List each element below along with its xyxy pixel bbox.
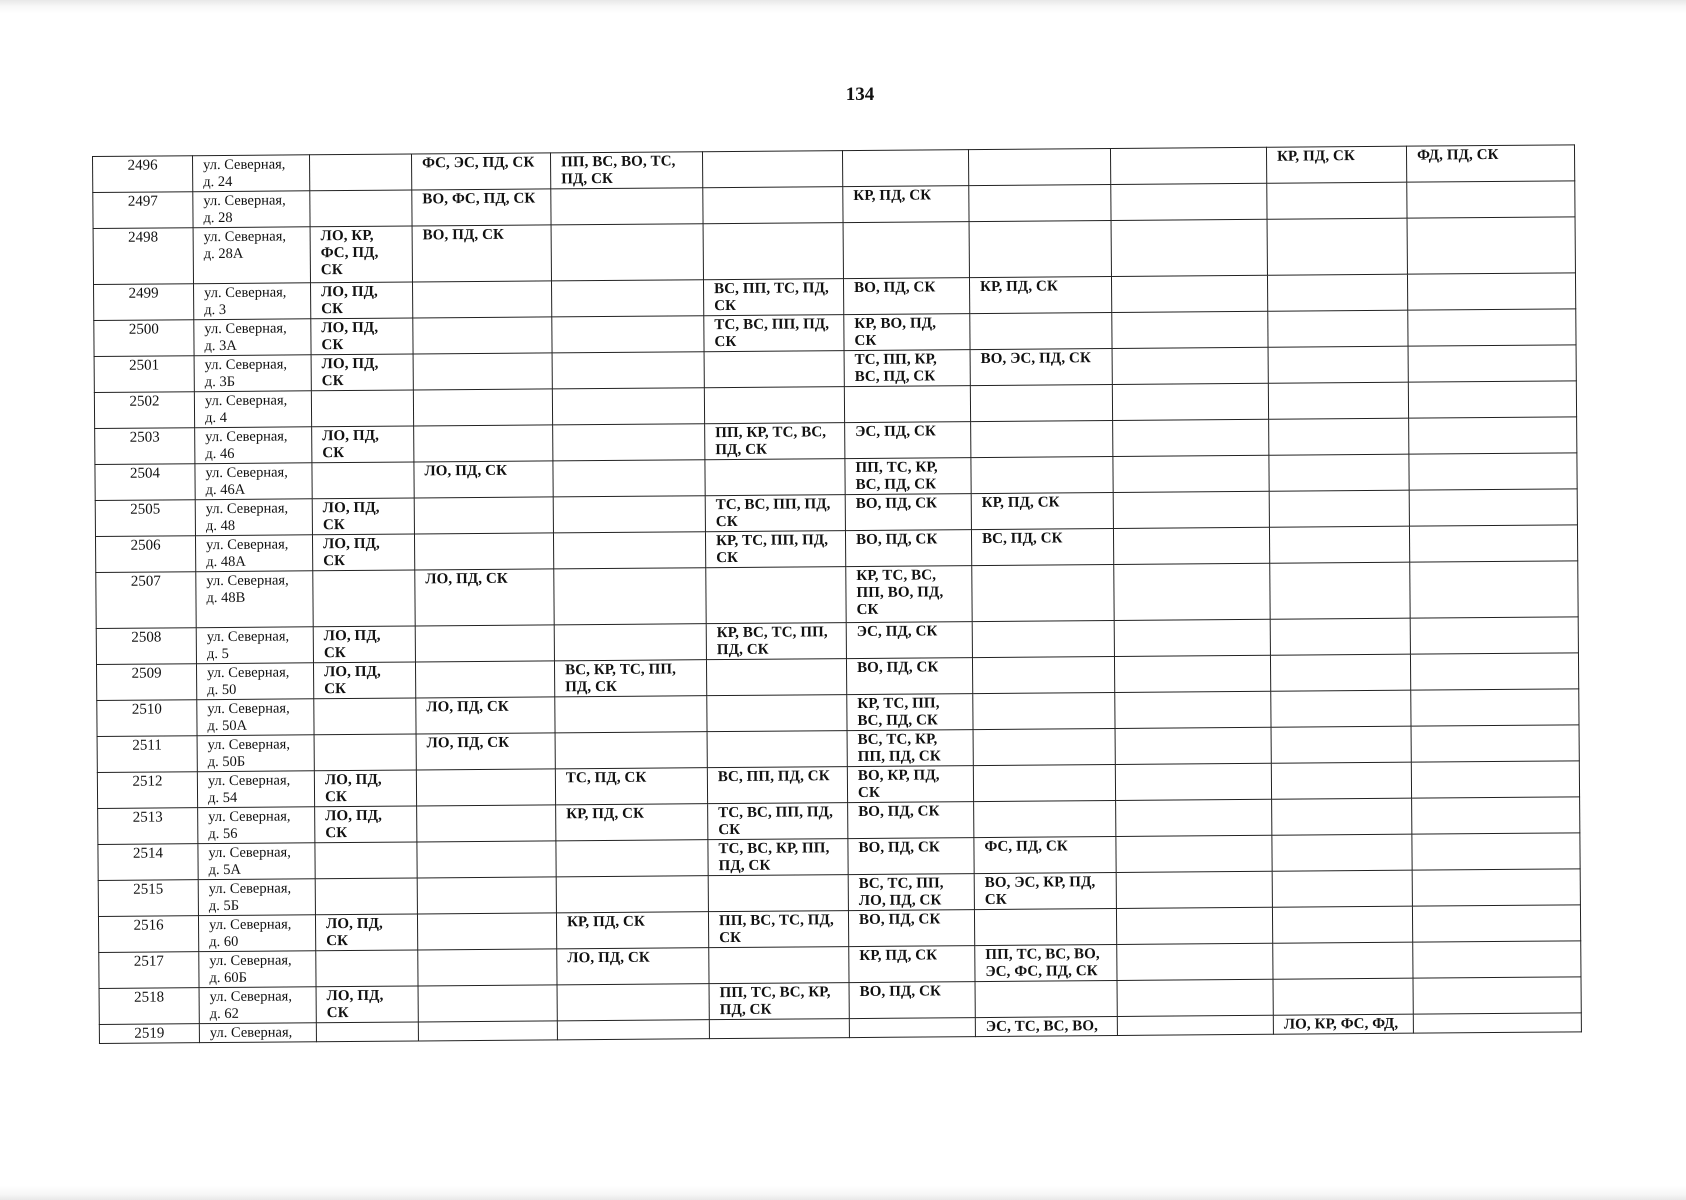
address-cell: ул. Северная, д. 60Б xyxy=(199,951,316,988)
code-cell-col-6 xyxy=(973,728,1115,765)
code-cell-col-9 xyxy=(1407,273,1575,310)
code-cell-col-3 xyxy=(551,280,703,317)
code-cell-col-6 xyxy=(971,420,1113,457)
code-cell-col-5: КР, ПД, СК xyxy=(843,186,969,223)
code-cell-col-5: ВО, КР, ПД, СК xyxy=(847,766,973,803)
code-cell-col-3: ТС, ПД, СК xyxy=(555,768,707,805)
code-cell-col-1: ЛО, КР, ФС, ПД, СК xyxy=(310,226,412,283)
code-cell-col-9 xyxy=(1411,761,1579,798)
code-cell-col-9 xyxy=(1413,977,1581,1014)
code-cell-col-3: ЛО, ПД, СК xyxy=(557,948,709,985)
code-cell-col-1: ЛО, ПД, СК xyxy=(312,426,414,463)
code-cell-col-6 xyxy=(973,764,1115,801)
code-cell-col-4: КР, ВС, ТС, ПП, ПД, СК xyxy=(706,623,846,660)
row-number-cell: 2504 xyxy=(95,464,195,501)
code-cell-col-9 xyxy=(1411,689,1579,726)
code-cell-col-9 xyxy=(1412,833,1580,870)
row-number-cell: 2511 xyxy=(97,736,197,773)
code-cell-col-6 xyxy=(969,184,1111,221)
code-cell-col-3: ПП, ВС, ВО, ТС, ПД, СК xyxy=(550,152,702,189)
code-cell-col-4: КР, ТС, ПП, ПД, СК xyxy=(705,531,845,568)
code-cell-col-3 xyxy=(557,984,709,1021)
code-cell-col-5: ВО, ПД, СК xyxy=(848,838,974,875)
code-cell-col-4 xyxy=(705,459,845,496)
row-number-cell: 2517 xyxy=(99,952,199,989)
code-cell-col-7 xyxy=(1115,691,1271,728)
code-cell-col-5 xyxy=(844,386,970,423)
address-cell: ул. Северная, д. 28 xyxy=(193,191,310,228)
code-cell-col-1 xyxy=(316,950,418,987)
table-body xyxy=(93,145,1582,1044)
code-cell-col-3 xyxy=(555,732,707,769)
row-number-cell: 2507 xyxy=(96,572,196,629)
code-cell-col-5: ВО, ПД, СК xyxy=(848,910,974,947)
code-cell-col-9 xyxy=(1409,489,1577,526)
code-cell-col-6: ФС, ПД, СК xyxy=(974,836,1116,873)
address-cell: ул. Северная, д. 5 xyxy=(196,627,313,664)
code-cell-col-9 xyxy=(1412,869,1580,906)
row-number-cell: 2518 xyxy=(99,988,199,1025)
code-cell-col-8 xyxy=(1273,978,1413,1015)
row-number-cell: 2499 xyxy=(94,284,194,321)
code-cell-col-7 xyxy=(1112,383,1268,420)
address-cell: ул. Северная, д. 50Б xyxy=(197,735,314,772)
code-cell-col-9 xyxy=(1410,617,1578,654)
code-cell-col-3 xyxy=(553,460,705,497)
code-cell-col-8 xyxy=(1269,454,1409,491)
code-cell-col-3 xyxy=(551,224,703,281)
code-cell-col-6 xyxy=(972,564,1114,621)
code-cell-col-2 xyxy=(416,769,555,806)
code-cell-col-6: ВС, ПД, СК xyxy=(971,528,1113,565)
code-cell-col-6 xyxy=(974,800,1116,837)
code-cell-col-4: ПП, ВС, ТС, ПД, СК xyxy=(708,911,848,948)
code-cell-col-5: ТС, ПП, КР, ВС, ПД, СК xyxy=(844,350,970,387)
code-cell-col-4: ВС, ПП, ПД, СК xyxy=(707,767,847,804)
address-cell: ул. Северная, д. 62 xyxy=(199,987,316,1024)
row-number-cell: 2501 xyxy=(94,356,194,393)
code-cell-col-7 xyxy=(1111,275,1267,312)
code-cell-col-5: КР, ПД, СК xyxy=(849,946,975,983)
code-cell-col-3: КР, ПД, СК xyxy=(556,804,708,841)
code-cell-col-8 xyxy=(1269,526,1409,563)
code-cell-col-2: ВО, ПД, СК xyxy=(412,225,551,282)
code-cell-col-2 xyxy=(418,985,557,1022)
row-number-cell: 2509 xyxy=(96,664,196,701)
code-cell-col-4 xyxy=(703,223,843,280)
code-cell-col-8 xyxy=(1267,218,1407,275)
code-cell-col-1 xyxy=(309,154,411,191)
code-cell-col-2 xyxy=(414,497,553,534)
code-cell-col-9 xyxy=(1408,381,1576,418)
code-cell-col-1 xyxy=(314,698,416,735)
code-cell-col-9 xyxy=(1413,1013,1581,1033)
code-cell-col-1 xyxy=(316,1022,418,1042)
code-cell-col-2: ЛО, ПД, СК xyxy=(414,461,553,498)
code-cell-col-5: ВО, ПД, СК xyxy=(848,802,974,839)
code-cell-col-7 xyxy=(1111,183,1267,220)
code-cell-col-4: ТС, ВС, ПП, ПД, СК xyxy=(704,315,844,352)
code-cell-col-1 xyxy=(315,878,417,915)
code-cell-col-9 xyxy=(1411,725,1579,762)
code-cell-col-5: КР, ТС, ПП, ВС, ПД, СК xyxy=(847,694,973,731)
code-cell-col-7 xyxy=(1112,347,1268,384)
code-cell-col-7 xyxy=(1110,147,1266,184)
code-cell-col-8 xyxy=(1272,798,1412,835)
address-cell: ул. Северная, д. 28А xyxy=(193,227,310,284)
code-cell-col-7 xyxy=(1113,455,1269,492)
code-cell-col-5: ВО, ПД, СК xyxy=(845,494,971,531)
address-cell: ул. Северная, д. 46 xyxy=(195,427,312,464)
code-cell-col-3 xyxy=(553,532,705,569)
address-cell: ул. Северная, д. 3А xyxy=(194,319,311,356)
code-cell-col-3 xyxy=(556,876,708,913)
code-cell-col-3 xyxy=(552,316,704,353)
row-number-cell: 2515 xyxy=(98,880,198,917)
code-cell-col-6: ВО, ЭС, ПД, СК xyxy=(970,348,1112,385)
address-cell: ул. Северная, д. 5Б xyxy=(198,879,315,916)
code-cell-col-3 xyxy=(555,696,707,733)
code-cell-col-9 xyxy=(1409,453,1577,490)
code-cell-col-4: ТС, ВС, КР, ПП, ПД, СК xyxy=(708,839,848,876)
code-cell-col-3 xyxy=(557,1020,709,1040)
code-cell-col-2: ЛО, ПД, СК xyxy=(416,697,555,734)
code-cell-col-7 xyxy=(1114,563,1270,620)
code-cell-col-6 xyxy=(971,456,1113,493)
code-cell-col-4 xyxy=(707,731,847,768)
code-cell-col-1: ЛО, ПД, СК xyxy=(311,354,413,391)
code-cell-col-4 xyxy=(709,1019,849,1039)
code-cell-col-7 xyxy=(1116,871,1272,908)
code-cell-col-7 xyxy=(1117,943,1273,980)
code-cell-col-1 xyxy=(313,570,415,627)
code-cell-col-8 xyxy=(1270,618,1410,655)
code-cell-col-3 xyxy=(552,388,704,425)
scan-edge-bottom xyxy=(0,1186,1686,1200)
table-container xyxy=(92,144,1581,1081)
code-cell-col-6 xyxy=(970,384,1112,421)
code-cell-col-5 xyxy=(842,150,968,187)
code-cell-col-2 xyxy=(418,1021,557,1041)
code-cell-col-6: ВО, ЭС, КР, ПД, СК xyxy=(974,872,1116,909)
code-cell-col-2 xyxy=(415,661,554,698)
code-cell-col-4 xyxy=(709,947,849,984)
code-cell-col-6: КР, ПД, СК xyxy=(969,276,1111,313)
code-cell-col-2 xyxy=(413,353,552,390)
code-cell-col-8 xyxy=(1269,418,1409,455)
page-number: 134 xyxy=(845,84,875,105)
address-cell: ул. Северная, xyxy=(199,1023,316,1043)
code-cell-col-5: ВС, ТС, ПП, ЛО, ПД, СК xyxy=(848,874,974,911)
code-cell-col-4 xyxy=(703,187,843,224)
row-number-cell: 2500 xyxy=(94,320,194,357)
code-cell-col-2 xyxy=(413,317,552,354)
code-cell-col-9 xyxy=(1412,797,1580,834)
code-cell-col-2 xyxy=(417,877,556,914)
address-cell: ул. Северная, д. 4 xyxy=(194,391,311,428)
code-cell-col-1: ЛО, ПД, СК xyxy=(313,662,415,699)
code-cell-col-5: КР, ВО, ПД, СК xyxy=(844,314,970,351)
code-cell-col-6 xyxy=(972,620,1114,657)
code-cell-col-8 xyxy=(1267,182,1407,219)
code-cell-col-6 xyxy=(975,980,1117,1017)
code-cell-col-9: ФД, ПД, СК xyxy=(1406,145,1574,182)
code-cell-col-1 xyxy=(315,842,417,879)
code-cell-col-4 xyxy=(708,875,848,912)
code-cell-col-2 xyxy=(412,281,551,318)
code-cell-col-8 xyxy=(1271,726,1411,763)
code-cell-col-8 xyxy=(1273,942,1413,979)
code-cell-col-2: ЛО, ПД, СК xyxy=(416,733,555,770)
code-cell-col-5: ЭС, ПД, СК xyxy=(846,622,972,659)
code-cell-col-7 xyxy=(1116,835,1272,872)
code-cell-col-3 xyxy=(553,424,705,461)
code-cell-col-7 xyxy=(1116,799,1272,836)
row-number-cell: 2496 xyxy=(93,156,193,193)
code-cell-col-5: ВО, ПД, СК xyxy=(846,658,972,695)
code-cell-col-1: ЛО, ПД, СК xyxy=(312,498,414,535)
code-cell-col-7 xyxy=(1114,619,1270,656)
code-cell-col-8: ЛО, КР, ФС, ФД, xyxy=(1273,1014,1413,1034)
code-cell-col-9 xyxy=(1407,181,1575,218)
code-cell-col-2 xyxy=(418,949,557,986)
row-number-cell: 2516 xyxy=(98,916,198,953)
scan-edge-top xyxy=(0,0,1686,14)
code-cell-col-2 xyxy=(414,425,553,462)
code-cell-col-6 xyxy=(970,312,1112,349)
code-cell-col-4: ТС, ВС, ПП, ПД, СК xyxy=(705,495,845,532)
address-cell: ул. Северная, д. 46А xyxy=(195,463,312,500)
code-cell-col-8 xyxy=(1268,382,1408,419)
code-cell-col-1 xyxy=(310,190,412,227)
code-cell-col-4 xyxy=(706,659,846,696)
code-cell-col-2 xyxy=(417,913,556,950)
code-cell-col-3 xyxy=(553,496,705,533)
code-cell-col-1: ЛО, ПД, СК xyxy=(312,534,414,571)
code-cell-col-1: ЛО, ПД, СК xyxy=(315,806,417,843)
address-cell: ул. Северная, д. 54 xyxy=(197,771,314,808)
code-cell-col-2 xyxy=(414,533,553,570)
code-cell-col-2 xyxy=(413,389,552,426)
code-cell-col-7 xyxy=(1113,491,1269,528)
row-number-cell: 2503 xyxy=(95,428,195,465)
code-cell-col-6 xyxy=(968,149,1110,186)
code-cell-col-4 xyxy=(706,567,846,624)
address-cell: ул. Северная, д. 48 xyxy=(195,499,312,536)
data-table xyxy=(92,144,1582,1044)
address-cell: ул. Северная, д. 56 xyxy=(198,807,315,844)
code-cell-col-2: ВО, ФС, ПД, СК xyxy=(412,189,551,226)
code-cell-col-2 xyxy=(417,841,556,878)
code-cell-col-7 xyxy=(1117,979,1273,1016)
code-cell-col-6: ЭС, ТС, ВС, ВО, xyxy=(975,1016,1117,1036)
address-cell: ул. Северная, д. 3 xyxy=(194,283,311,320)
address-cell: ул. Северная, д. 50 xyxy=(196,663,313,700)
code-cell-col-5 xyxy=(843,222,969,279)
code-cell-col-8 xyxy=(1272,906,1412,943)
code-cell-col-7 xyxy=(1114,655,1270,692)
code-cell-col-5: ВО, ПД, СК xyxy=(843,278,969,315)
code-cell-col-5: КР, ТС, ВС, ПП, ВО, ПД, СК xyxy=(846,566,972,623)
code-cell-col-6 xyxy=(972,656,1114,693)
code-cell-col-5: ВС, ТС, КР, ПП, ПД, СК xyxy=(847,730,973,767)
code-cell-col-5: ВО, ПД, СК xyxy=(845,530,971,567)
code-cell-col-4: ПП, КР, ТС, ВС, ПД, СК xyxy=(705,423,845,460)
code-cell-col-8 xyxy=(1271,762,1411,799)
code-cell-col-4: ТС, ВС, ПП, ПД, СК xyxy=(708,803,848,840)
code-cell-col-1 xyxy=(311,390,413,427)
address-cell: ул. Северная, д. 48А xyxy=(195,535,312,572)
code-cell-col-1: ЛО, ПД, СК xyxy=(313,626,415,663)
code-cell-col-3 xyxy=(554,624,706,661)
code-cell-col-6 xyxy=(969,220,1111,277)
code-cell-col-4 xyxy=(702,151,842,188)
code-cell-col-7 xyxy=(1116,907,1272,944)
code-cell-col-6 xyxy=(974,908,1116,945)
code-cell-col-9 xyxy=(1413,941,1581,978)
code-cell-col-4: ВС, ПП, ТС, ПД, СК xyxy=(703,279,843,316)
code-cell-col-1 xyxy=(314,734,416,771)
code-cell-col-3 xyxy=(556,840,708,877)
code-cell-col-5: ВО, ПД, СК xyxy=(849,982,975,1019)
code-cell-col-7 xyxy=(1115,763,1271,800)
code-cell-col-4 xyxy=(707,695,847,732)
code-cell-col-4 xyxy=(704,351,844,388)
code-cell-col-3 xyxy=(552,352,704,389)
code-cell-col-9 xyxy=(1412,905,1580,942)
code-cell-col-5: ПП, ТС, КР, ВС, ПД, СК xyxy=(845,458,971,495)
code-cell-col-7 xyxy=(1113,527,1269,564)
code-cell-col-8 xyxy=(1272,834,1412,871)
code-cell-col-5 xyxy=(849,1018,975,1038)
row-number-cell: 2519 xyxy=(99,1024,199,1044)
code-cell-col-3: КР, ПД, СК xyxy=(556,912,708,949)
row-number-cell: 2512 xyxy=(97,772,197,809)
code-cell-col-2: ФС, ЭС, ПД, СК xyxy=(411,153,550,190)
code-cell-col-6: КР, ПД, СК xyxy=(971,492,1113,529)
code-cell-col-8 xyxy=(1268,346,1408,383)
code-cell-col-2: ЛО, ПД, СК xyxy=(415,569,554,626)
code-cell-col-7 xyxy=(1117,1015,1273,1035)
address-cell: ул. Северная, д. 5А xyxy=(198,843,315,880)
code-cell-col-7 xyxy=(1111,219,1267,276)
code-cell-col-8 xyxy=(1272,870,1412,907)
code-cell-col-1: ЛО, ПД, СК xyxy=(315,914,417,951)
code-cell-col-6 xyxy=(973,692,1115,729)
address-cell: ул. Северная, д. 48В xyxy=(196,571,313,628)
code-cell-col-1: ЛО, ПД, СК xyxy=(311,318,413,355)
row-number-cell: 2510 xyxy=(97,700,197,737)
code-cell-col-7 xyxy=(1113,419,1269,456)
address-cell: ул. Северная, д. 50А xyxy=(197,699,314,736)
code-cell-col-8 xyxy=(1268,310,1408,347)
row-number-cell: 2513 xyxy=(98,808,198,845)
code-cell-col-3: ВС, КР, ТС, ПП, ПД, СК xyxy=(554,660,706,697)
address-cell: ул. Северная, д. 60 xyxy=(198,915,315,952)
row-number-cell: 2505 xyxy=(95,500,195,537)
address-cell: ул. Северная, д. 24 xyxy=(193,155,310,192)
code-cell-col-4: ПП, ТС, ВС, КР, ПД, СК xyxy=(709,983,849,1020)
row-number-cell: 2498 xyxy=(93,228,193,285)
row-number-cell: 2506 xyxy=(95,536,195,573)
code-cell-col-8 xyxy=(1271,690,1411,727)
code-cell-col-7 xyxy=(1112,311,1268,348)
code-cell-col-8: КР, ПД, СК xyxy=(1266,146,1406,183)
code-cell-col-9 xyxy=(1409,525,1577,562)
code-cell-col-6: ПП, ТС, ВС, ВО, ЭС, ФС, ПД, СК xyxy=(975,944,1117,981)
code-cell-col-1: ЛО, ПД, СК xyxy=(316,986,418,1023)
code-cell-col-2 xyxy=(415,625,554,662)
row-number-cell: 2497 xyxy=(93,192,193,229)
code-cell-col-2 xyxy=(417,805,556,842)
row-number-cell: 2508 xyxy=(96,628,196,665)
code-cell-col-4 xyxy=(704,387,844,424)
code-cell-col-9 xyxy=(1408,309,1576,346)
code-cell-col-8 xyxy=(1267,274,1407,311)
code-cell-col-8 xyxy=(1269,490,1409,527)
address-cell: ул. Северная, д. 3Б xyxy=(194,355,311,392)
code-cell-col-3 xyxy=(554,568,706,625)
code-cell-col-9 xyxy=(1410,561,1578,618)
code-cell-col-3 xyxy=(551,188,703,225)
code-cell-col-1 xyxy=(312,462,414,499)
row-number-cell: 2502 xyxy=(94,392,194,429)
code-cell-col-9 xyxy=(1410,653,1578,690)
code-cell-col-5: ЭС, ПД, СК xyxy=(845,422,971,459)
code-cell-col-7 xyxy=(1115,727,1271,764)
code-cell-col-9 xyxy=(1408,345,1576,382)
code-cell-col-1: ЛО, ПД, СК xyxy=(311,282,413,319)
code-cell-col-9 xyxy=(1409,417,1577,454)
row-number-cell: 2514 xyxy=(98,844,198,881)
code-cell-col-1: ЛО, ПД, СК xyxy=(314,770,416,807)
code-cell-col-8 xyxy=(1270,562,1410,619)
code-cell-col-8 xyxy=(1270,654,1410,691)
code-cell-col-9 xyxy=(1407,217,1575,274)
